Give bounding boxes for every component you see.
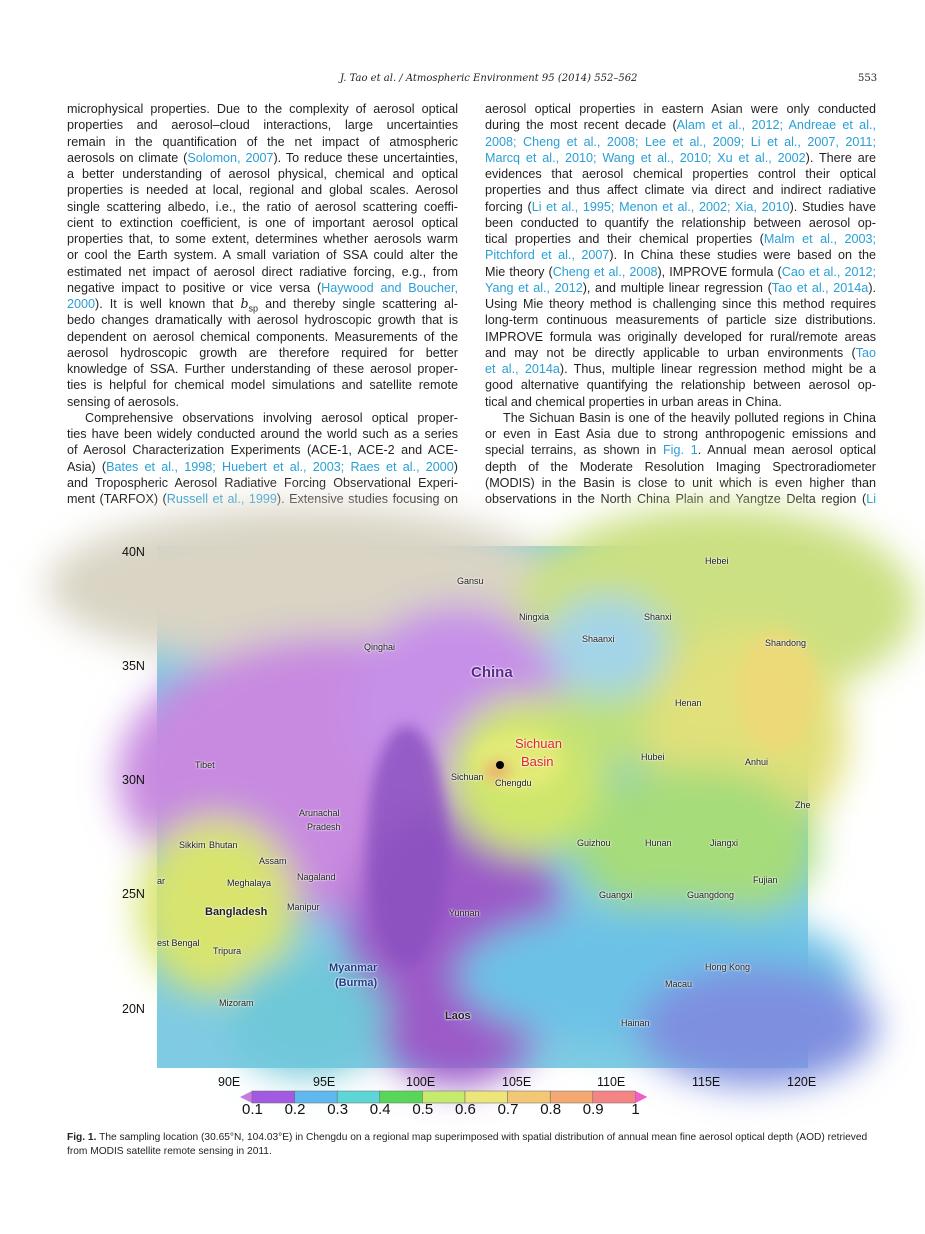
- subscript: sp: [248, 303, 259, 314]
- text-line: [485, 134, 876, 150]
- text-line: properties and thus affect climate via direct and indirect radiative: [485, 183, 876, 198]
- text-line: The Sichuan Basin is one of the heavily polluted regions in China: [503, 410, 876, 425]
- colorbar-tick-label: 0.6: [455, 1101, 476, 1118]
- myanmar-label-2: (Burma): [335, 977, 378, 989]
- place-label: Manipur: [287, 902, 320, 912]
- citation-link[interactable]: Li et al., 1995; Menon et al., 2002; Xia, 2010: [531, 199, 790, 214]
- sichuan-basin-label-2: Basin: [521, 754, 554, 769]
- place-label: Guangxi: [599, 890, 633, 900]
- place-label: Hubei: [641, 752, 665, 762]
- text-line: negative impact to positive or vice versa (Haywood and Boucher,: [67, 280, 458, 295]
- text-line: evidences that aerosol chemical properties control their optical: [485, 167, 876, 181]
- text-line: dependent on aerosol chemical components. Measurements of the: [67, 329, 458, 344]
- text-line: ment (TARFOX) (Russell et al., 1999). Extensive studies focusing on: [67, 492, 459, 506]
- citation-link[interactable]: 2008; Cheng et al., 2008; Lee et al., 2009; Li et al., 2007, 2011;: [485, 134, 876, 149]
- citation-link[interactable]: Bates et al., 1998; Huebert et al., 2003; Raes et al., 2000: [106, 459, 454, 474]
- citation-link[interactable]: Solomon, 2007: [187, 150, 274, 165]
- colorbar-tick-label: 0.1: [242, 1101, 263, 1118]
- page-number: 553: [858, 73, 878, 84]
- text-line: aerosol optical properties in eastern Asian were only conducted: [485, 102, 876, 116]
- citation-link[interactable]: Cao et al., 2012;: [781, 264, 876, 279]
- text-line: bedo changes dramatically with aerosol hydroscopic growth that is: [67, 313, 458, 328]
- text-line: (MODIS) in the Basin is close to unit which is even higher than: [485, 475, 876, 490]
- text-line: properties that, to some extent, determines whether aerosols warm: [67, 232, 458, 246]
- citation-link[interactable]: Malm et al., 2003;: [763, 232, 876, 246]
- citation-link[interactable]: Li: [866, 492, 876, 506]
- text-line: or cool the Earth system. A small variation of SSA could alter the: [67, 248, 458, 263]
- text-line: of Aerosol Characterization Experiments (ACE-1, ACE-2 and ACE-: [67, 443, 458, 458]
- text-line: et al., 2014a). Thus, multiple linear regression method might be a: [485, 362, 876, 376]
- text-line: a better understanding of aerosol physical, chemical and optical: [67, 167, 458, 181]
- text-line: observations in the North China Plain and Yangtze Delta region (Li: [485, 492, 876, 506]
- place-label: Guizhou: [577, 838, 611, 848]
- colorbar-tick-label: 0.3: [327, 1101, 349, 1118]
- aod-map: [157, 546, 811, 1068]
- place-label: Gansu: [457, 576, 484, 586]
- place-label: Assam: [259, 856, 287, 866]
- text-line: tical properties and their chemical properties (Malm et al., 2003;: [485, 232, 876, 246]
- place-label: Shanxi: [644, 612, 672, 622]
- place-label: Qinghai: [364, 642, 396, 652]
- place-label: Henan: [675, 698, 702, 708]
- place-label: Jiangxi: [710, 838, 739, 848]
- running-title: J. Tao et al. / Atmospheric Environment 95 (2014) 552–562: [340, 73, 638, 84]
- text-line: cient to extinction coefficient, is one of important aerosol optical: [67, 215, 458, 230]
- latitude-label: 35N: [122, 659, 145, 673]
- place-label: Guangdong: [687, 890, 735, 900]
- place-label: Hebei: [705, 556, 729, 566]
- citation-link[interactable]: Yang et al., 2012: [485, 280, 583, 295]
- text-line: aerosols on climate (Solomon, 2007). To reduce these uncertainties,: [67, 150, 458, 165]
- colorbar-tick-label: 0.2: [284, 1101, 306, 1118]
- text-line: remain in the quantification of the net impact of atmospheric: [67, 134, 458, 149]
- place-label: Bangladesh: [205, 906, 268, 918]
- longitude-label: 100E: [406, 1075, 436, 1089]
- text-line: Comprehensive observations involving aerosol optical proper-: [85, 410, 458, 425]
- text-line: ties is helpful for chemical model simulations and satellite remote: [67, 378, 458, 393]
- text-line: Pitchford et al., 2007). In China these studies were based on the: [485, 248, 877, 263]
- citation-link[interactable]: Russell et al., 1999: [166, 492, 277, 506]
- figure-caption: [67, 1131, 877, 1159]
- citation-link[interactable]: Cheng et al., 2008: [552, 264, 658, 279]
- latitude-label: 20N: [122, 1002, 145, 1016]
- china-label: China: [471, 664, 513, 681]
- text-line: or even in East Asia due to strong anthropogenic emissions and: [485, 427, 876, 441]
- place-label: Pradesh: [307, 822, 341, 832]
- longitude-label: 110E: [597, 1075, 626, 1089]
- text-line: Mie theory (Cheng et al., 2008), IMPROVE formula (Cao et al., 2012;: [485, 264, 876, 279]
- place-label: ar: [157, 876, 166, 886]
- text-line: Using Mie theory method is challenging since this method requires: [485, 297, 876, 311]
- text-line: ties have been widely conducted around the world such as a series: [67, 427, 458, 441]
- citation-link[interactable]: Fig. 1: [662, 443, 698, 458]
- place-label: Arunachal: [299, 808, 340, 818]
- citation-link[interactable]: Alam et al., 2012; Andreae et al.,: [676, 118, 876, 133]
- place-label: Mizoram: [219, 998, 254, 1008]
- text-line: Yang et al., 2012), and multiple linear regression (Tao et al., 2014a).: [485, 280, 877, 295]
- place-label: Anhui: [745, 757, 769, 767]
- caption-label: Fig. 1.: [67, 1132, 97, 1143]
- citation-link[interactable]: 2000: [67, 297, 96, 311]
- colorbar-tick-label: 0.8: [540, 1101, 562, 1118]
- place-label: Ningxia: [519, 612, 550, 622]
- latitude-label: 40N: [122, 545, 145, 559]
- colorbar-tick-label: 0.5: [412, 1101, 434, 1118]
- place-label: est Bengal: [157, 938, 200, 948]
- text-line: and Tropospheric Aerosol Radiative Forcing Observational Experi-: [67, 475, 458, 490]
- place-label: Meghalaya: [227, 878, 272, 888]
- citation-link[interactable]: Marcq et al., 2010; Wang et al., 2010; Xu et al., 2002: [485, 150, 806, 165]
- chengdu-marker: [496, 761, 504, 769]
- colorbar-tick-label: 1: [631, 1101, 640, 1118]
- longitude-label: 95E: [313, 1075, 336, 1089]
- text-line: single scattering albedo, i.e., the ratio of aerosol scattering coeffi-: [67, 199, 458, 214]
- text-line: good alternative quantifying the relationship between aerosol op-: [485, 378, 876, 393]
- text-line: Marcq et al., 2010; Wang et al., 2010; Xu et al., 2002). There are: [485, 150, 876, 165]
- text-line: Asia) (Bates et al., 1998; Huebert et al., 2003; Raes et al., 2000): [67, 459, 458, 474]
- place-label: Nagaland: [297, 872, 336, 882]
- text-line: properties and aerosol–cloud interactions, large uncertainties: [67, 118, 458, 133]
- text-line: and may not be directly applicable to urban environments (Tao: [485, 345, 876, 360]
- citation-link[interactable]: Tao: [855, 345, 876, 360]
- place-label: Bhutan: [209, 840, 238, 850]
- right-text-column: [485, 101, 876, 507]
- citation-link[interactable]: et al., 2014a: [485, 362, 560, 376]
- place-label: Hong Kong: [705, 962, 751, 972]
- text-line: during the most recent decade (Alam et al., 2012; Andreae et al.,: [485, 118, 876, 133]
- text-line: 2000). It is well known that $b_{sp}$ and thereby single scattering al-: [67, 296, 458, 314]
- colorbar-tick-label: 0.4: [369, 1101, 391, 1118]
- place-label: Laos: [445, 1010, 471, 1022]
- place-label: Tripura: [213, 946, 242, 956]
- text-line: been conducted to quantify the relationship between aerosol op-: [485, 215, 876, 230]
- place-label: Macau: [665, 979, 693, 989]
- text-line: tical and chemical properties in urban areas in China.: [485, 394, 782, 409]
- colorbar-tick-label: 0.7: [497, 1101, 519, 1118]
- text-line: depth of the Moderate Resolution Imaging Spectroradiometer: [485, 459, 876, 474]
- longitude-label: 120E: [787, 1075, 817, 1089]
- colorbar-tick-label: 0.9: [582, 1101, 604, 1118]
- citation-link[interactable]: Pitchford et al., 2007: [485, 248, 610, 263]
- place-label: Hainan: [621, 1018, 650, 1028]
- place-label: Sikkim: [179, 840, 206, 850]
- latitude-label: 25N: [122, 887, 145, 901]
- longitude-label: 115E: [692, 1075, 721, 1089]
- text-line: IMPROVE formula was originally developed for rural/remote areas: [485, 329, 876, 344]
- place-label: Yunnan: [449, 908, 480, 918]
- myanmar-label: Myanmar: [329, 962, 378, 974]
- text-line: long-term continuous measurements of particle size distributions.: [485, 313, 876, 328]
- longitude-label: 105E: [502, 1075, 532, 1089]
- text-line: aerosol hydroscopic growth are therefore required for better: [67, 345, 458, 360]
- place-label: Chengdu: [495, 778, 532, 788]
- text-line: sensing of aerosols.: [67, 394, 180, 409]
- longitude-label: 90E: [218, 1075, 241, 1089]
- text-line: special terrains, as shown in Fig. 1. Annual mean aerosol optical: [485, 443, 877, 458]
- place-label: Shaanxi: [582, 634, 615, 644]
- place-label: Fujian: [753, 875, 778, 885]
- citation-link[interactable]: Tao et al., 2014a: [771, 280, 869, 295]
- citation-link[interactable]: Haywood and Boucher,: [321, 280, 458, 295]
- text-line: properties is needed at local, regional and global scales. Aerosol: [67, 183, 458, 198]
- symbol: b: [240, 296, 249, 311]
- place-label: Sichuan: [451, 772, 484, 782]
- place-label: Shandong: [765, 638, 807, 648]
- place-label: Tibet: [195, 760, 215, 770]
- place-label: Zhe: [795, 800, 811, 810]
- text-line: knowledge of SSA. Further understanding of these aerosol proper-: [67, 362, 458, 376]
- place-label: Hunan: [645, 838, 672, 848]
- aod-map-background: [157, 546, 808, 1068]
- caption-text: The sampling location (30.65°N, 104.03°E) in Chengdu on a regional map superimposed with spatial distribution of annual mean fine aerosol optical depth (AOD) retrieved from MODIS satellite remote sensing in 2011.: [67, 1132, 868, 1157]
- text-line: forcing (Li et al., 1995; Menon et al., 2002; Xia, 2010). Studies have: [485, 199, 876, 214]
- text-line: microphysical properties. Due to the complexity of aerosol optical: [67, 102, 458, 116]
- text-line: estimated net impact of aerosol direct radiative forcing, e.g., from: [67, 264, 458, 279]
- left-text-column: [67, 101, 458, 507]
- latitude-label: 30N: [122, 773, 145, 787]
- sichuan-basin-label: Sichuan: [515, 736, 562, 751]
